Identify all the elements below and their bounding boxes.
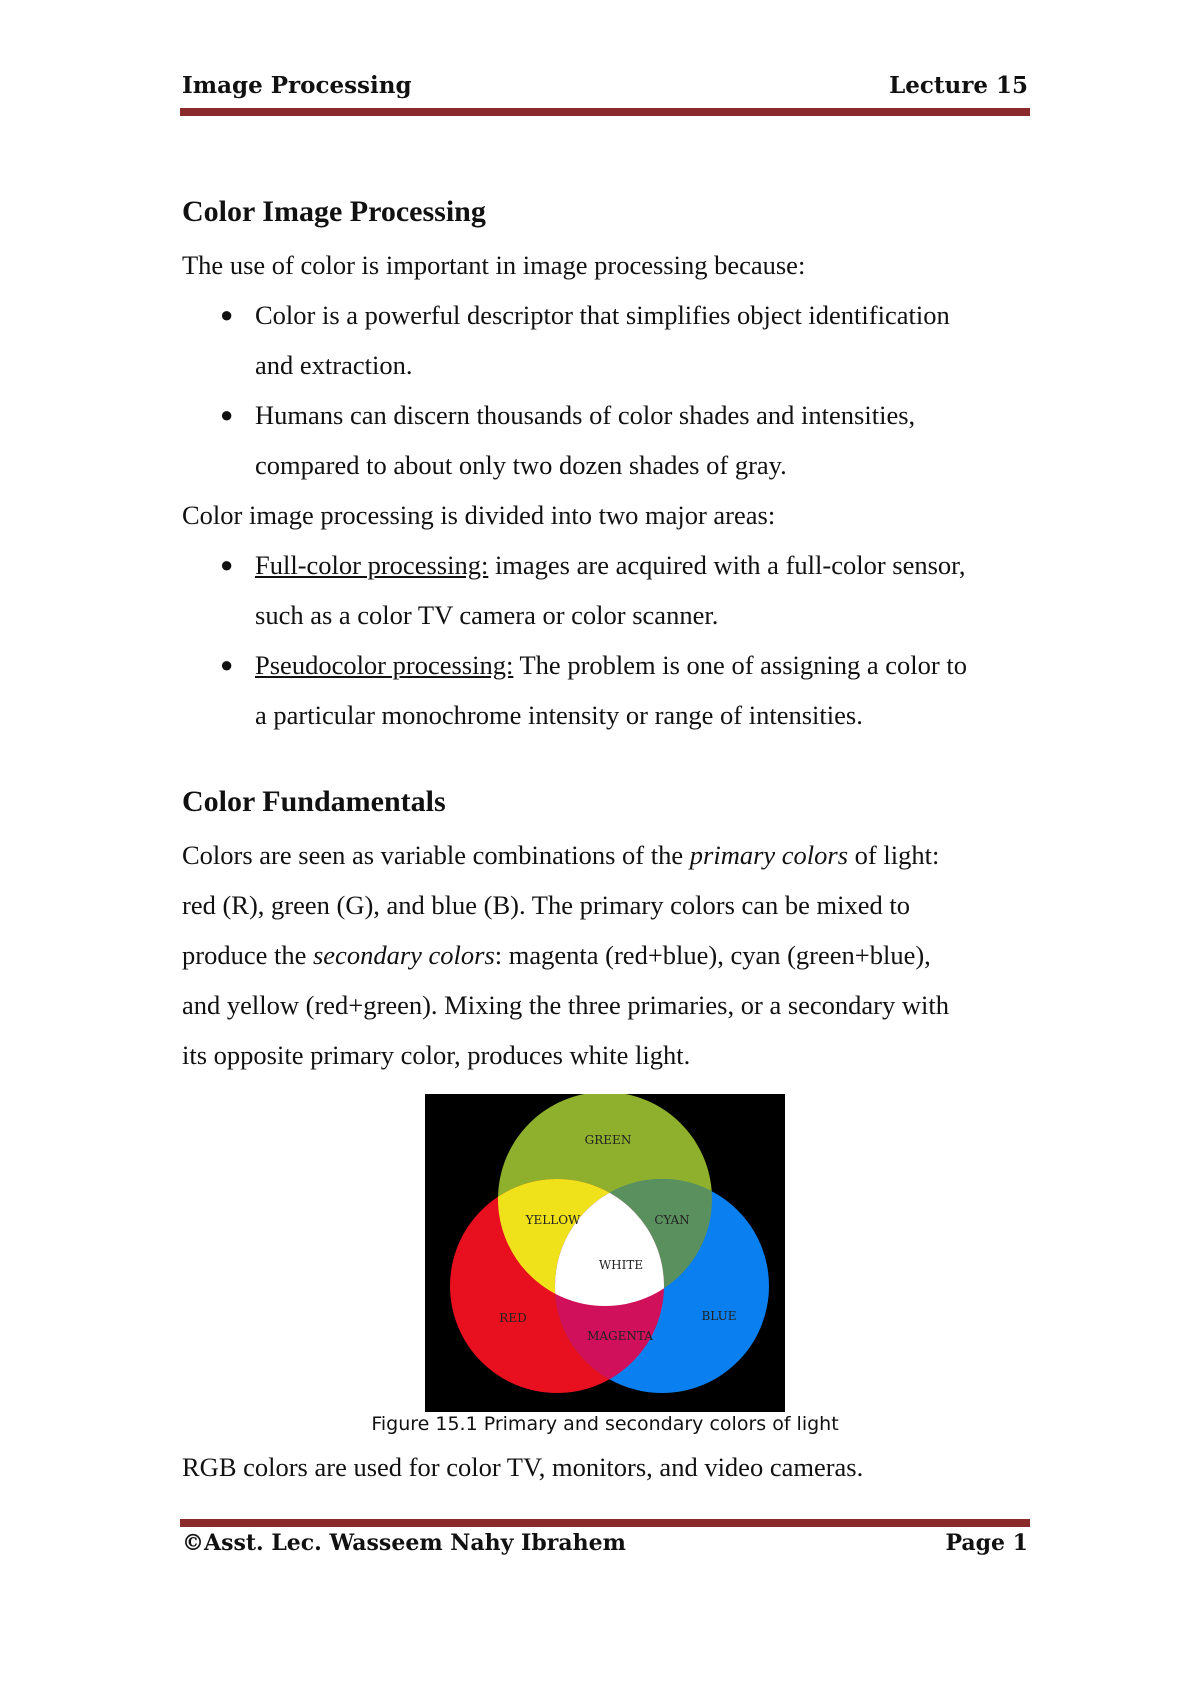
- label-blue: BLUE: [701, 1309, 737, 1323]
- figure-caption: Figure 15.1 Primary and secondary colors of light: [371, 1413, 839, 1435]
- term-full-color: Full-color processing:: [255, 550, 489, 580]
- rgb-venn-figure: [425, 1094, 785, 1412]
- page-header: [182, 72, 1028, 104]
- text-run: and yellow (red+green). Mixing the three primaries, or a secondary with: [182, 990, 949, 1020]
- section-title-color-fundamentals: Color Fundamentals: [182, 785, 446, 818]
- main-content: [182, 190, 1028, 1080]
- areas-list: [182, 540, 1028, 740]
- intro-paragraph: The use of color is important in image processing because:: [182, 250, 806, 280]
- closing-paragraph: RGB colors are used for color TV, monitors, and video cameras.: [182, 1452, 864, 1482]
- text-run: Colors are seen as variable combinations of the: [182, 840, 690, 870]
- bullet-icon: ●: [220, 302, 234, 327]
- text-run: its opposite primary color, produces white light.: [182, 1040, 691, 1070]
- list-item-line: such as a color TV camera or color scanner.: [255, 600, 719, 630]
- header-rule: [180, 108, 1030, 116]
- section-title-color-image-processing: Color Image Processing: [182, 195, 486, 228]
- label-magenta: MAGENTA: [587, 1329, 653, 1343]
- list-item-line: The problem is one of assigning a color to: [513, 650, 967, 680]
- text-run: produce the: [182, 940, 313, 970]
- list-item: [182, 290, 1028, 390]
- term-pseudocolor: Pseudocolor processing:: [255, 650, 514, 680]
- footer-author: ©Asst. Lec. Wasseem Nahy Ibrahem: [182, 1530, 626, 1556]
- term-primary-colors: primary colors: [689, 840, 849, 870]
- page-footer: [182, 1530, 1028, 1562]
- importance-list: [182, 290, 1028, 490]
- bullet-icon: ●: [220, 402, 234, 427]
- list-item: [182, 540, 1028, 640]
- list-item-line: images are acquired with a full-color sensor,: [488, 550, 966, 580]
- label-yellow: YELLOW: [525, 1213, 581, 1227]
- list-item-line: compared to about only two dozen shades of gray.: [255, 450, 787, 480]
- label-green: GREEN: [584, 1133, 632, 1147]
- term-secondary-colors: secondary colors: [312, 940, 495, 970]
- header-lecture-number: Lecture 15: [889, 72, 1028, 99]
- label-white: WHITE: [598, 1258, 644, 1272]
- footer-page-number: Page 1: [945, 1530, 1028, 1556]
- bullet-icon: ●: [220, 652, 234, 677]
- text-run: of light:: [848, 840, 940, 870]
- list-item: [182, 390, 1028, 490]
- header-course-title: Image Processing: [182, 72, 412, 99]
- bullet-icon: ●: [220, 552, 234, 577]
- rgb-venn-diagram: [425, 1094, 785, 1412]
- text-run: red (R), green (G), and blue (B). The primary colors can be mixed to: [182, 890, 911, 920]
- label-cyan: CYAN: [654, 1213, 690, 1227]
- areas-intro-paragraph: Color image processing is divided into two major areas:: [182, 500, 776, 530]
- list-item-line: a particular monochrome intensity or range of intensities.: [255, 700, 863, 730]
- label-red: RED: [499, 1311, 527, 1325]
- list-item: [182, 640, 1028, 740]
- list-item-line: Humans can discern thousands of color shades and intensities,: [255, 400, 916, 430]
- text-run: : magenta (red+blue), cyan (green+blue),: [494, 940, 931, 970]
- fundamentals-paragraph: [182, 830, 1028, 1080]
- list-item-line: Color is a powerful descriptor that simplifies object identification: [255, 300, 950, 330]
- list-item-line: and extraction.: [255, 350, 413, 380]
- footer-rule: [180, 1519, 1030, 1527]
